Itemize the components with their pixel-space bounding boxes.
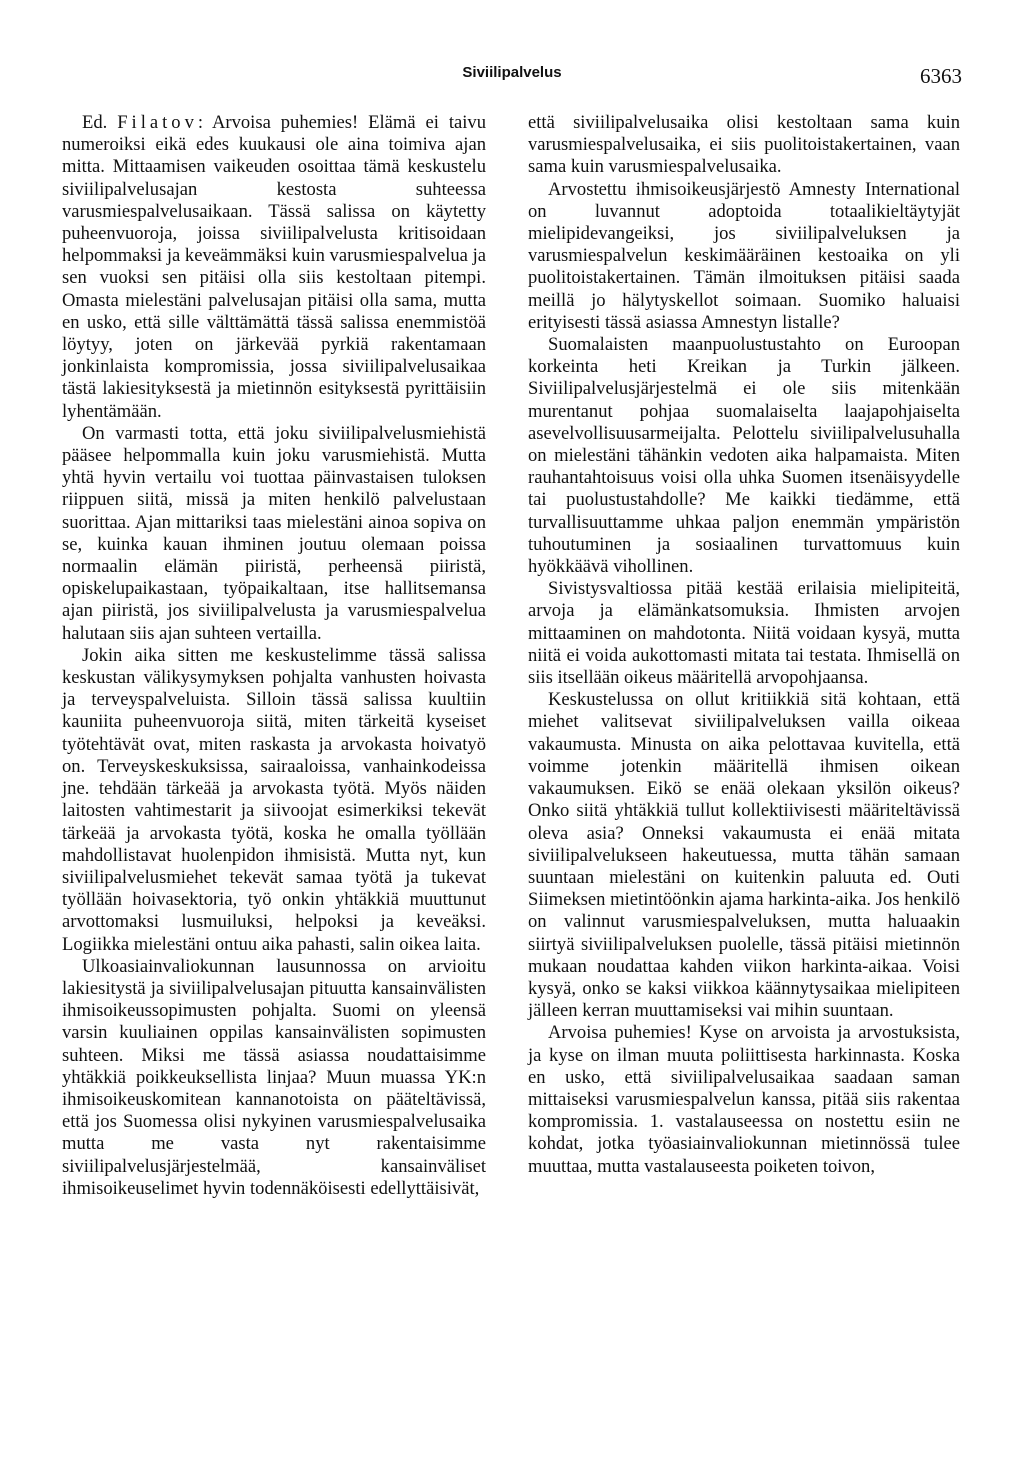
left-column: [62, 112, 486, 1200]
body-paragraph: On varmasti totta, että joku siviilipalvelusmiehistä pääsee helpommalla kuin joku varusmiehistä. Mutta yhtä hyvin vertailu voi tuottaa päinvastaisen tuloksen riippuen siitä, missä ja miten henkilö palvelustaan suorittaa. Ajan mittariksi taas mielestäni ainoa sopiva on se, kuinka kauan ihminen joutuu olemaan poissa normaalin elämän piiristä, perheensä piiristä, opiskelupaikastaan, työpaikaltaan, itse hallitsemansa ajan piiristä, jos siviilipalvelusta ja varusmiespalvelua halutaan siis ajan suhteen vertailla.: [62, 422, 486, 644]
speech-opening-text: : Arvoisa puhemies! Elämä ei taivu numeroiksi eikä edes kuukausi ole aina toimiva ajan mitta. Mittaamisen vaikeuden osoittaa tämä keskustelu siviilipalvelusajan kestosta suhteessa varusmiespalvelusaikaan. Tässä salissa on käytetty puheenvuoroja, joissa siviilipalvelusta kritisoidaan helpommaksi ja keveämmäksi kuin varusmiespalvelua ja sen vuoksi sen pitäisi olla siis kestoltaan pitempi. Omasta mielestäni palvelusajan pitäisi olla sama, mutta en usko, että sille välttämättä tässä salissa enemmistöä löytyy, joten on järkevää pyrkiä rakentamaan jonkinlaista kompromissia, jossa siviilipalvelusaikaa tästä lakiesityksestä ja mietinnön esityksestä pyrittäisiin lyhentämään.: [62, 112, 487, 422]
speaker-prefix: Ed.: [82, 112, 118, 133]
body-paragraph-continued: että siviilipalvelusaika olisi kestoltaan sama kuin varusmiespalvelusaika, ei siis puolitoistakertainen, vaan sama kuin varusmiespalvelusaika.: [528, 112, 960, 178]
right-column: [528, 112, 960, 1178]
running-title: Siviilipalvelus: [462, 64, 562, 81]
body-paragraph: Arvostettu ihmisoikeusjärjestö Amnesty International on luvannut adoptoida totaalikieltäytyjät mielipidevangeiksi, jos siviilipalveluksen ja varusmiespalvelun keskimääräinen kestoaika on yli puolitoistakertainen. Tämän ilmoituksen pitäisi saada meillä jo hälytyskellot soimaan. Suomiko haluaisi erityisesti tässä asiassa Amnestyn listalle?: [528, 178, 960, 333]
body-paragraph: Suomalaisten maanpuolustustahto on Euroopan korkeinta heti Kreikan ja Turkin jälkeen. Siviilipalvelusjärjestelmä ei ole siis mitenkään murentanut pohjaa suomalaiselta laajapohjaiselta asevelvollisuusarmeijalta. Pelottelu siviilipalvelusuhalla on mielestäni tähänkin vedoten aika halpamaista. Miten rauhantahtoisuus voisi olla uhka Suomen itsenäisyydelle tai puolustustahdolle? Me kaikki tiedämme, että turvallisuuttamme uhkaa paljon enemmän ympäristön tuhoutuminen ja sosiaalinen turvattomuus kuin hyökkäävä vihollinen.: [528, 334, 960, 578]
page-number: 6363: [920, 64, 962, 88]
body-paragraph: Keskustelussa on ollut kritiikkiä sitä kohtaan, että miehet valitsevat siviilipalveluksen vailla oikeaa vakaumusta. Minusta on aika pelottavaa kuvitella, että voimme jotenkin määritellä ihmisen oikean vakaumuksen. Eikö se enää olekaan yksilön oikeus? Onko siitä yhtäkkiä tullut kollektiivisesti määriteltävissä oleva asia? Onneksi vakaumusta ei enää mitata siviilipalvelukseen hakeutuessa, mutta tähän samaan suuntaan mielestäni on kuitenkin paluuta ed. Outi Siimeksen mietintöönkin ajama harkinta-aika. Jos henkilö on valinnut varusmiespalveluksen, mutta haluaakin siirtyä siviilipalveluksen puolelle, tässä pitäisi mietinnön mukaan noudattaa kahden viikon harkinta-aikaa. Voisi kysyä, onko se kaksi viikkoa käännytysaikaa mielipiteen jälleen kerran muuttamiseksi vai mihin suuntaan.: [528, 689, 960, 1022]
body-paragraph: Jokin aika sitten me keskustelimme tässä salissa keskustan välikysymyksen pohjalta vanhusten hoivasta ja terveyspalveluista. Silloin tässä salissa kuultiin kauniita puheenvuoroja siitä, miten tärkeitä kyseiset työtehtävät ovat, miten raskasta ja arvokasta hoivatyö on. Terveyskeskuksissa, sairaaloissa, vanhainkodeissa jne. tehdään tärkeää ja arvokasta työtä. Myös näiden laitosten vahtimestarit ja siivoojat esimerkiksi tekevät tärkeää ja arvokasta työtä, koska he omalla työllään mahdollistavat huolenpidon ihmisistä. Mutta nyt, kun siviilipalvelusmiehet tekevät samaa työtä ja tukevat työllään hoivasektoria, työ onkin yhtäkkiä muuttunut arvottomaksi lusmuiluksi, helpoksi ja keveäksi. Logiikka mielestäni ontuu aika pahasti, salin oikea laita.: [62, 644, 486, 955]
speech-opening-paragraph: [62, 112, 486, 423]
page-header: [0, 58, 1024, 88]
body-paragraph: Sivistysvaltiossa pitää kestää erilaisia mielipiteitä, arvoja ja elämänkatsomuksia. Ihmisten arvojen mittaaminen on mahdotonta. Niitä voidaan kysyä, mutta niitä ei voida aukottomasti mitata tai testata. Ihmisellä on siis itsellään oikeus määritellä arvopohjaansa.: [528, 578, 960, 689]
body-paragraph: Ulkoasiainvaliokunnan lausunnossa on arvioitu lakiesitystä ja siviilipalvelusajan pituutta kansainvälisten ihmisoikeussopimusten pohjalta. Suomi on yleensä varsin kuuliainen oppilas kansainvälisten sopimusten suhteen. Miksi me tässä asiassa noudattaisimme yhtäkkiä poikkeuksellista linjaa? Muun muassa YK:n ihmisoikeuskomitean kannanotoista on pääteltävissä, että jos Suomessa olisi nykyinen varusmiespalvelusaika mutta me vasta nyt rakentaisimme siviilipalvelusjärjestelmää, kansainväliset ihmisoikeuselimet hyvin todennäköisesti edellyttäisivät,: [62, 955, 486, 1199]
body-paragraph: Arvoisa puhemies! Kyse on arvoista ja arvostuksista, ja kyse on ilman muuta poliittisesta harkinnasta. Koska en usko, että siviilipalvelusaikaa saadaan saman mittaiseksi varusmiespalvelun kanssa, pitää siis rakentaa kompromissia. 1. vastalauseessa on nostettu esiin ne kohdat, jotka työasiainvaliokunnan mietinnössä tulee muuttaa, mutta vastalauseesta poiketen toivon,: [528, 1022, 960, 1177]
speaker-name: Filatov: [117, 112, 198, 133]
